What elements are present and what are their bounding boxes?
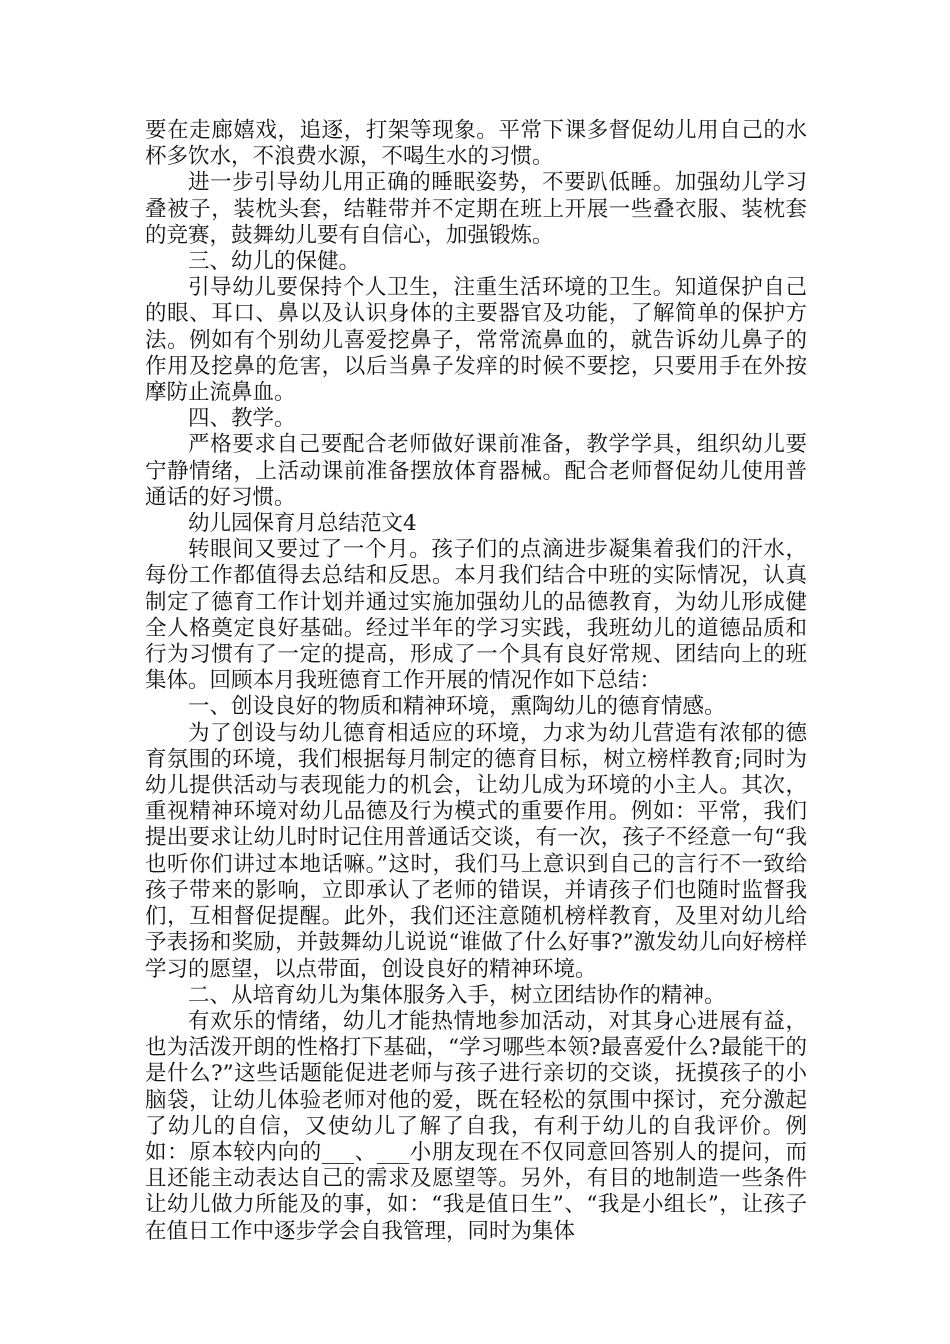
- paragraph-2: 进一步引导幼儿用正确的睡眠姿势，不要趴低睡。加强幼儿学习叠被子，装枕头套，结鞋带并不定期在班上开展一些叠衣服、装枕套的竞赛，鼓舞幼儿要有自信心，加强锻炼。: [145, 170, 807, 248]
- paragraph-12: 有欢乐的情绪，幼儿才能热情地参加活动，对其身心进展有益，也为活泼开朗的性格打下基础，“学习哪些本领?最喜爱什么?最能干的是什么?”这些话题能促进老师与孩子进行亲切的交谈，抚摸孩子的小脑袋，让幼儿体验老师对他的爱，既在轻松的氛围中探讨，充分激起了幼儿的自信，又使幼儿了解了自我，有利于幼儿的自我评价。例如：原本较内向的___、___小朋友现在不仅同意回答别人的提问，而且还能主动表达自己的需求及愿望等。另外，有目的地制造一些条件让幼儿做力所能及的事，如：“我是值日生”、“我是小组长”，让孩子在值日工作中逐步学会自我管理，同时为集体: [145, 1008, 807, 1244]
- paragraph-4: 引导幼儿要保持个人卫生，注重生活环境的卫生。知道保护自己的眼、耳口、鼻以及认识身体的主要器官及功能，了解简单的保护方法。例如有个别幼儿喜爱挖鼻子，常常流鼻血的，就告诉幼儿鼻子的作用及挖鼻的危害，以后当鼻子发痒的时候不要挖，只要用手在外按摩防止流鼻血。: [145, 275, 807, 406]
- paragraph-8: 转眼间又要过了一个月。孩子们的点滴进步凝集着我们的汗水，每份工作都值得去总结和反思。本月我们结合中班的实际情况，认真制定了德育工作计划并通过实施加强幼儿的品德教育，为幼儿形成健全人格奠定良好基础。经过半年的学习实践，我班幼儿的道德品质和行为习惯有了一定的提高，形成了一个具有良好常规、团结向上的班集体。回顾本月我班德育工作开展的情况作如下总结：: [145, 537, 807, 694]
- document-page: [145, 118, 807, 1245]
- paragraph-1: 要在走廊嬉戏，追逐，打架等现象。平常下课多督促幼儿用自己的水杯多饮水，不浪费水源，不喝生水的习惯。: [145, 118, 807, 170]
- paragraph-6: 严格要求自己要配合老师做好课前准备，教学学具，组织幼儿要宁静情绪，上活动课前准备摆放体育器械。配合老师督促幼儿使用普通话的好习惯。: [145, 432, 807, 510]
- section-heading-healthcare: 三、幼儿的保健。: [188, 249, 361, 275]
- section-heading-teaching: 四、教学。: [188, 406, 296, 432]
- section-heading-teamwork: 二、从培育幼儿为集体服务入手，树立团结协作的精神。: [188, 982, 726, 1008]
- section-heading-environment: 一、创设良好的物质和精神环境，熏陶幼儿的德育情感。: [188, 694, 726, 720]
- article-title: 幼儿园保育月总结范文4: [188, 511, 417, 537]
- paragraph-10: 为了创设与幼儿德育相适应的环境，力求为幼儿营造有浓郁的德育氛围的环境，我们根据每月制定的德育目标，树立榜样教育;同时为幼儿提供活动与表现能力的机会，让幼儿成为环境的小主人。其次，重视精神环境对幼儿品德及行为模式的重要作用。例如：平常，我们提出要求让幼儿时时记住用普通话交谈，有一次，孩子不经意一句“我也听你们讲过本地话嘛。”这时，我们马上意识到自己的言行不一致给孩子带来的影响，立即承认了老师的错误，并请孩子们也随时监督我们，互相督促提醒。此外，我们还注意随机榜样教育，及里对幼儿给予表扬和奖励，并鼓舞幼儿说说“谁做了什么好事?”激发幼儿向好榜样学习的愿望，以点带面，创设良好的精神环境。: [145, 720, 807, 982]
